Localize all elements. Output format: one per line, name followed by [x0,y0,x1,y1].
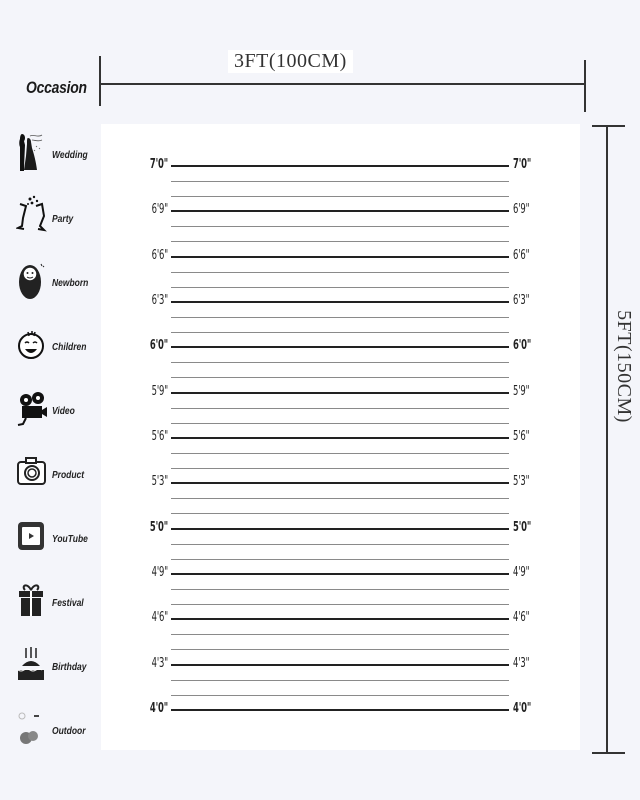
height-label-right: 5'0" [513,520,532,535]
height-label-right: 4'3" [513,656,530,671]
minor-height-line [171,332,509,333]
height-dimension-line [606,126,608,753]
major-height-line [171,528,509,530]
major-height-line [171,301,509,303]
occasion-item-children [12,318,100,374]
occasion-label: Product [52,470,85,481]
major-height-line [171,664,509,666]
occasion-label: Wedding [52,150,88,161]
minor-height-line [171,649,509,650]
champagne-glasses-icon [16,194,48,238]
height-label-left: 4'9" [151,565,168,580]
minor-height-line [171,604,509,605]
height-label-right: 5'3" [513,474,530,489]
height-label-left: 6'0" [149,338,168,353]
child-face-icon [16,322,48,366]
height-label-left: 4'6" [151,610,168,625]
minor-height-line [171,498,509,499]
minor-height-line [171,287,509,288]
height-label-right: 4'0" [513,701,532,716]
minor-height-line [171,680,509,681]
occasion-label: Festival [52,598,84,609]
height-label-left: 4'0" [149,701,168,716]
minor-height-line [171,317,509,318]
major-height-line [171,482,509,484]
height-label-right: 6'0" [513,338,532,353]
minor-height-line [171,408,509,409]
major-height-line [171,573,509,575]
occasion-label: Children [52,342,87,353]
occasion-item-outdoor [12,702,100,758]
width-dimension-left-tick [99,56,101,106]
swaddled-baby-icon [16,258,48,302]
occasion-label: Newborn [52,278,89,289]
youtube-play-icon [16,514,48,558]
major-height-line [171,346,509,348]
height-label-right: 5'6" [513,429,530,444]
occasion-item-newborn [12,254,100,310]
minor-height-line [171,513,509,514]
width-dimension-line [100,83,586,85]
occasion-item-birthday [12,638,100,694]
height-label-right: 6'9" [513,202,530,217]
height-label-left: 5'9" [151,384,168,399]
height-dimension-label: 5FT(150CM) [612,310,635,423]
height-label-left: 6'9" [151,202,168,217]
height-label-right: 6'3" [513,293,530,308]
minor-height-line [171,453,509,454]
height-label-left: 6'6" [151,248,168,263]
height-label-right: 7'0" [513,157,532,172]
major-height-line [171,210,509,212]
occasion-item-product [12,446,100,502]
minor-height-line [171,241,509,242]
major-height-line [171,256,509,258]
occasion-item-youtube [12,510,100,566]
height-label-left: 6'3" [151,293,168,308]
occasion-label: Video [52,406,75,417]
gift-box-icon [16,578,48,622]
height-label-right: 4'9" [513,565,530,580]
minor-height-line [171,181,509,182]
minor-height-line [171,559,509,560]
minor-height-line [171,544,509,545]
occasion-item-video [12,382,100,438]
occasion-label: Outdoor [52,726,86,737]
minor-height-line [171,634,509,635]
height-label-right: 4'6" [513,610,530,625]
occasion-item-party [12,190,100,246]
minor-height-line [171,423,509,424]
wedding-couple-icon [16,130,48,174]
photo-camera-icon [16,450,48,494]
occasion-label: YouTube [52,534,88,545]
birthday-cake-icon [16,642,48,686]
major-height-line [171,709,509,711]
outdoor-balls-icon [16,706,48,750]
major-height-line [171,392,509,394]
occasion-item-festival [12,574,100,630]
minor-height-line [171,196,509,197]
minor-height-line [171,468,509,469]
film-camera-icon [16,386,48,430]
width-dimension-right-tick [584,60,586,112]
height-dimension-top-cap [592,125,625,127]
minor-height-line [171,377,509,378]
height-dimension-bottom-cap [592,752,625,754]
occasion-label: Party [52,214,74,225]
height-label-left: 7'0" [149,157,168,172]
minor-height-line [171,589,509,590]
minor-height-line [171,695,509,696]
height-label-left: 5'3" [151,474,168,489]
height-label-left: 5'6" [151,429,168,444]
height-label-right: 6'6" [513,248,530,263]
occasion-title: Occasion [26,78,87,97]
major-height-line [171,437,509,439]
height-label-left: 5'0" [149,520,168,535]
major-height-line [171,618,509,620]
major-height-line [171,165,509,167]
height-label-right: 5'9" [513,384,530,399]
minor-height-line [171,272,509,273]
minor-height-line [171,362,509,363]
occasion-item-wedding [12,126,100,182]
minor-height-line [171,226,509,227]
height-label-left: 4'3" [151,656,168,671]
occasion-label: Birthday [52,662,87,673]
width-dimension-label: 3FT(100CM) [228,50,353,73]
